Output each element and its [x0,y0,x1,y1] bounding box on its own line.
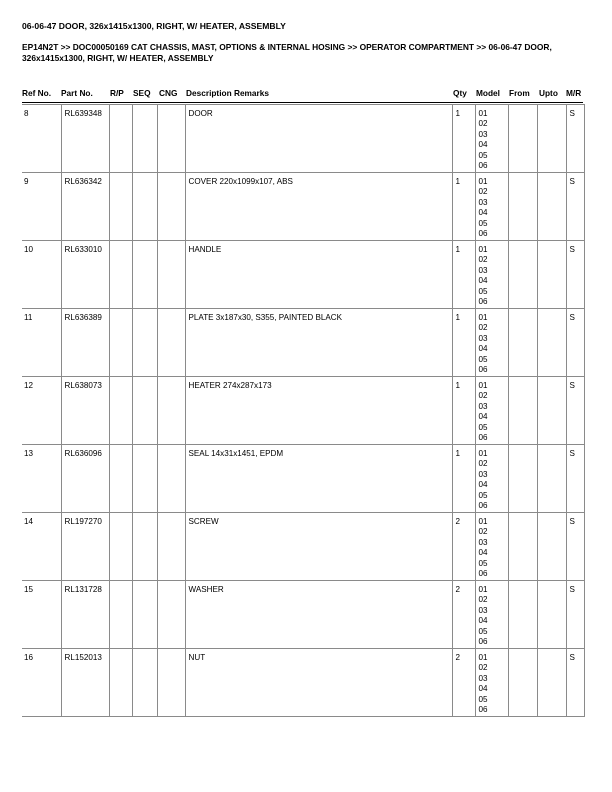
model-code: 02 [478,255,488,265]
description-cell: SCREW [185,513,452,581]
table-row [22,173,584,241]
model-cell [475,377,508,445]
seq-cell [132,513,157,581]
qty-cell: 1 [452,105,475,173]
model-cell [475,513,508,581]
from-cell [508,105,537,173]
mr-cell: S [566,513,584,581]
model-code: 05 [478,558,488,568]
model-code: 01 [478,653,488,662]
model-code: 06 [478,365,488,375]
description-cell: WASHER [185,581,452,649]
qty-cell: 1 [452,377,475,445]
upto-cell [537,173,566,241]
model-code: 03 [478,197,488,207]
cng-cell [157,241,185,309]
document-title: 06-06-47 DOOR, 326x1415x1300, RIGHT, W/ HEATER, ASSEMBLY [22,21,286,31]
col-header-model: Model [476,88,500,98]
seq-cell [132,445,157,513]
model-code: 01 [478,109,488,118]
mr-cell: S [566,581,584,649]
ref-no-cell: 10 [22,241,61,309]
rp-cell [109,173,132,241]
from-cell [508,649,537,717]
model-code: 02 [478,391,488,401]
seq-cell [132,309,157,377]
seq-cell [132,581,157,649]
model-cell [475,241,508,309]
model-code: 05 [478,490,488,500]
ref-no-cell: 9 [22,173,61,241]
model-code: 05 [478,626,488,636]
model-code: 04 [478,276,488,286]
mr-cell: S [566,649,584,717]
description-cell: SEAL 14x31x1451, EPDM [185,445,452,513]
model-code: 06 [478,433,488,443]
ref-no-cell: 14 [22,513,61,581]
upto-cell [537,241,566,309]
breadcrumb: EP14N2T >> DOC00050169 CAT CHASSIS, MAST, OPTIONS & INTERNAL HOSING >> OPERATOR COMPARTMENT >> 06-06-47 DOOR, 326x1415x1300, RIGHT, W/ HEATER, ASSEMBLY [22,42,552,63]
col-header-qty: Qty [453,88,467,98]
table-row [22,445,584,513]
rp-cell [109,377,132,445]
mr-cell: S [566,445,584,513]
model-code: 05 [478,422,488,432]
model-code: 04 [478,548,488,558]
model-cell [475,649,508,717]
ref-no-cell: 16 [22,649,61,717]
cng-cell [157,105,185,173]
model-code: 04 [478,412,488,422]
description-cell: HANDLE [185,241,452,309]
ref-no-cell: 12 [22,377,61,445]
model-code: 06 [478,161,488,171]
rp-cell [109,649,132,717]
rp-cell [109,513,132,581]
model-code: 05 [478,150,488,160]
model-code: 02 [478,595,488,605]
model-code: 03 [478,333,488,343]
rp-cell [109,309,132,377]
upto-cell [537,581,566,649]
cng-cell [157,581,185,649]
table-row [22,105,584,173]
table-row [22,241,584,309]
part-no-cell: RL636342 [61,173,109,241]
model-cell [475,105,508,173]
col-header-ref: Ref No. [22,88,52,98]
rp-cell [109,581,132,649]
seq-cell [132,173,157,241]
col-header-rp: R/P [110,88,124,98]
model-code: 05 [478,354,488,364]
table-row [22,309,584,377]
part-no-cell: RL633010 [61,241,109,309]
table-row [22,513,584,581]
header-divider [22,102,583,103]
model-code: 01 [478,585,488,594]
from-cell [508,173,537,241]
cng-cell [157,649,185,717]
col-header-description: Description Remarks [186,88,270,98]
model-cell [475,309,508,377]
model-code: 03 [478,129,488,139]
mr-cell: S [566,241,584,309]
model-code: 02 [478,527,488,537]
description-cell: PLATE 3x187x30, S355, PAINTED BLACK [185,309,452,377]
col-header-mr: M/R [566,88,582,98]
upto-cell [537,513,566,581]
part-no-cell: RL131728 [61,581,109,649]
mr-cell: S [566,309,584,377]
model-code: 03 [478,605,488,615]
ref-no-cell: 11 [22,309,61,377]
model-code: 04 [478,140,488,150]
part-no-cell: RL638073 [61,377,109,445]
mr-cell: S [566,173,584,241]
cng-cell [157,173,185,241]
qty-cell: 1 [452,309,475,377]
upto-cell [537,309,566,377]
seq-cell [132,377,157,445]
model-code: 01 [478,517,488,526]
seq-cell [132,241,157,309]
cng-cell [157,377,185,445]
description-cell: HEATER 274x287x173 [185,377,452,445]
model-code: 01 [478,449,488,458]
description-cell: DOOR [185,105,452,173]
model-cell [475,445,508,513]
col-header-part: Part No. [61,88,93,98]
model-code: 01 [478,313,488,322]
model-code: 04 [478,616,488,626]
model-code: 04 [478,684,488,694]
cng-cell [157,445,185,513]
model-code: 06 [478,229,488,239]
model-code: 02 [478,323,488,333]
description-cell: NUT [185,649,452,717]
model-code: 04 [478,344,488,354]
model-code: 02 [478,663,488,673]
part-no-cell: RL152013 [61,649,109,717]
part-no-cell: RL639348 [61,105,109,173]
from-cell [508,445,537,513]
model-code: 06 [478,705,488,715]
upto-cell [537,105,566,173]
qty-cell: 2 [452,649,475,717]
rp-cell [109,445,132,513]
model-code: 03 [478,537,488,547]
seq-cell [132,105,157,173]
model-code: 05 [478,286,488,296]
model-code: 06 [478,501,488,511]
model-code: 03 [478,673,488,683]
qty-cell: 1 [452,173,475,241]
ref-no-cell: 8 [22,105,61,173]
rp-cell [109,105,132,173]
model-cell [475,581,508,649]
rp-cell [109,241,132,309]
model-code: 04 [478,208,488,218]
model-code: 02 [478,187,488,197]
model-code: 05 [478,694,488,704]
model-code: 02 [478,459,488,469]
from-cell [508,309,537,377]
cng-cell [157,513,185,581]
model-code: 01 [478,177,488,186]
seq-cell [132,649,157,717]
col-header-cng: CNG [159,88,178,98]
model-code: 06 [478,297,488,307]
description-cell: COVER 220x1099x107, ABS [185,173,452,241]
mr-cell: S [566,377,584,445]
table-row [22,581,584,649]
model-code: 06 [478,569,488,579]
qty-cell: 1 [452,445,475,513]
from-cell [508,513,537,581]
model-cell [475,173,508,241]
qty-cell: 1 [452,241,475,309]
model-code: 05 [478,218,488,228]
col-header-upto: Upto [539,88,558,98]
from-cell [508,377,537,445]
ref-no-cell: 13 [22,445,61,513]
qty-cell: 2 [452,581,475,649]
upto-cell [537,649,566,717]
part-no-cell: RL636389 [61,309,109,377]
model-code: 03 [478,401,488,411]
cng-cell [157,309,185,377]
model-code: 01 [478,245,488,254]
model-code: 03 [478,469,488,479]
model-code: 02 [478,119,488,129]
table-row [22,649,584,717]
part-no-cell: RL636096 [61,445,109,513]
part-no-cell: RL197270 [61,513,109,581]
model-code: 04 [478,480,488,490]
from-cell [508,581,537,649]
upto-cell [537,445,566,513]
ref-no-cell: 15 [22,581,61,649]
qty-cell: 2 [452,513,475,581]
parts-table [22,104,585,717]
model-code: 03 [478,265,488,275]
model-code: 01 [478,381,488,390]
upto-cell [537,377,566,445]
from-cell [508,241,537,309]
table-row [22,377,584,445]
mr-cell: S [566,105,584,173]
col-header-from: From [509,88,530,98]
col-header-seq: SEQ [133,88,151,98]
model-code: 06 [478,637,488,647]
